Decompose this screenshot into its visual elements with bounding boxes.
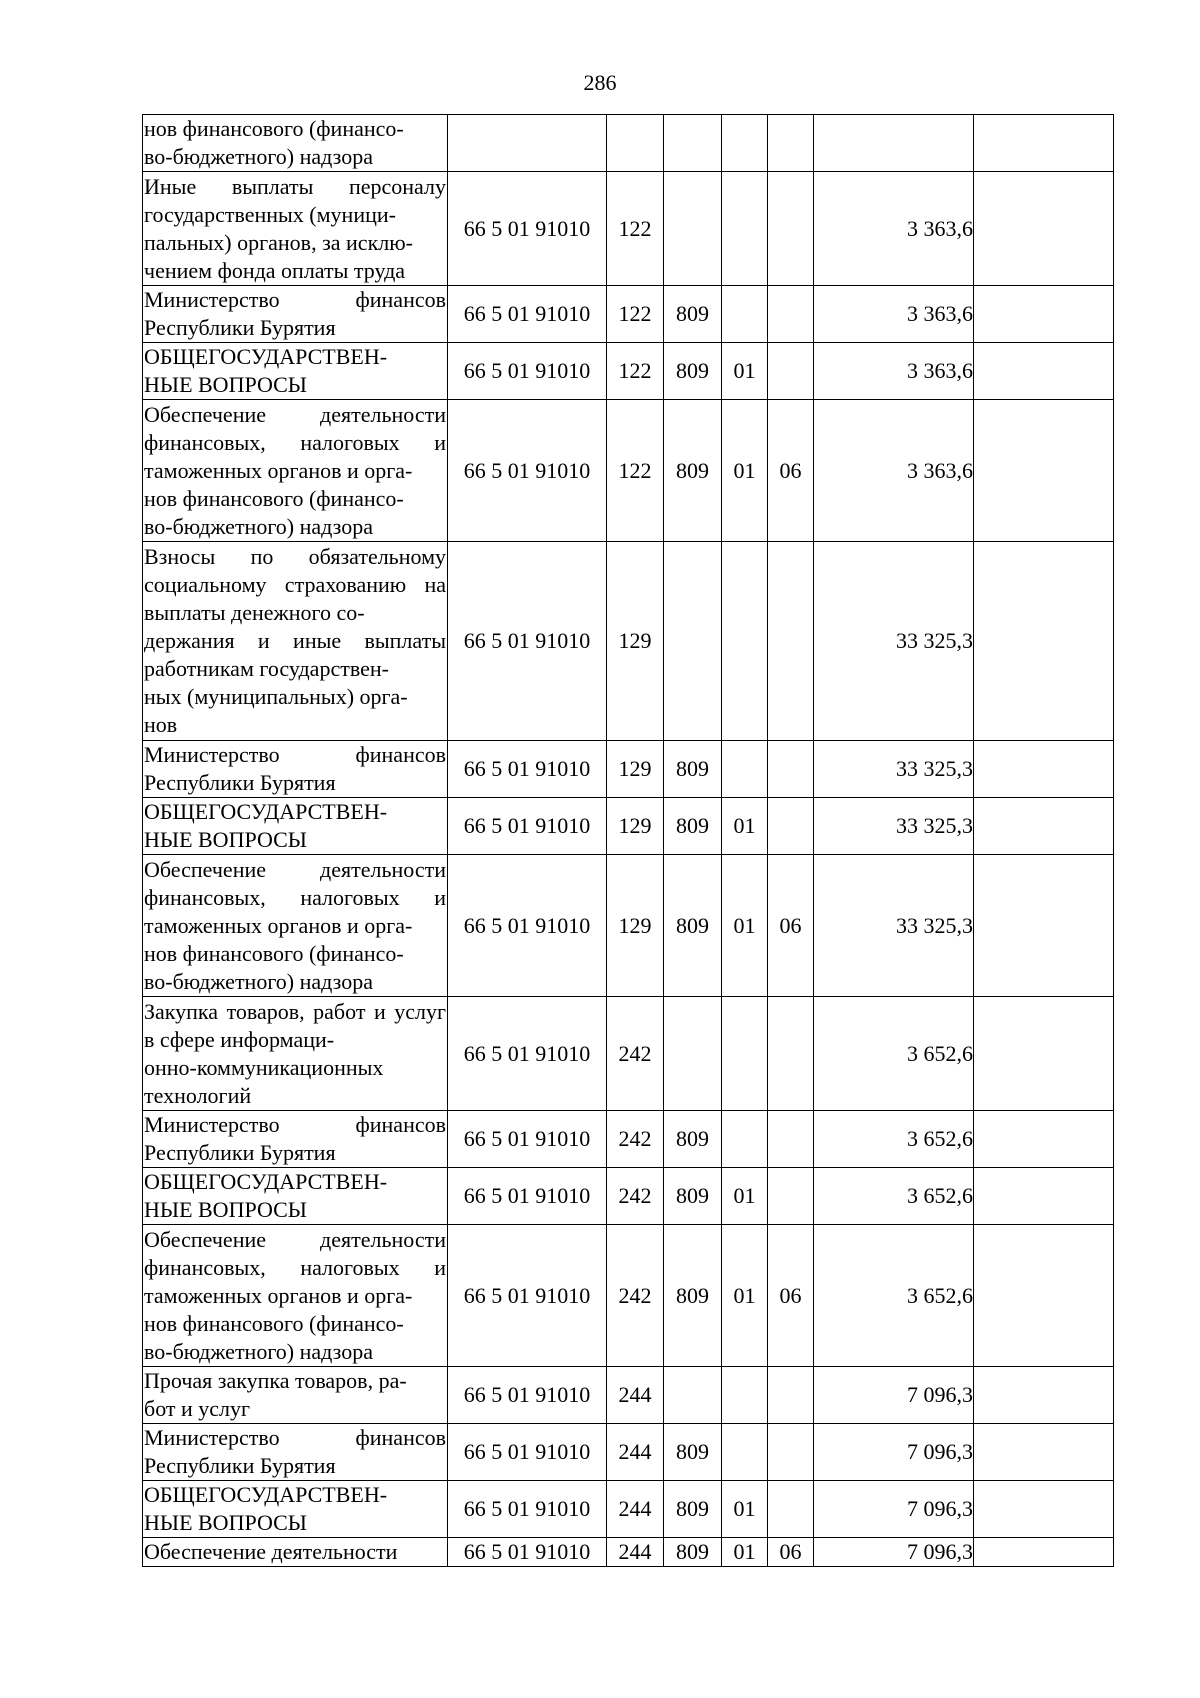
cell-extra: [974, 855, 1114, 997]
cell-administrator: 809: [664, 1538, 722, 1567]
cell-section: 01: [722, 343, 768, 400]
cell-description: [143, 1225, 448, 1367]
table-row: [143, 172, 1114, 286]
description-text: Министерство финансов Республики Бурятия: [144, 1112, 446, 1165]
cell-section: 01: [722, 798, 768, 855]
cell-target-article: 66 5 01 91010: [448, 1367, 607, 1424]
cell-extra: [974, 1367, 1114, 1424]
table-row: [143, 115, 1114, 172]
cell-administrator: 809: [664, 1481, 722, 1538]
cell-description: [143, 115, 448, 172]
budget-table: [142, 114, 1114, 1567]
table-row: [143, 1168, 1114, 1225]
cell-subsection: [768, 1367, 814, 1424]
cell-extra: [974, 542, 1114, 741]
cell-section: [722, 997, 768, 1111]
cell-target-article: 66 5 01 91010: [448, 1225, 607, 1367]
cell-section: [722, 286, 768, 343]
description-text: Обеспечение деятельности финансовых, налоговых и таможенных органов и орга- нов финансового (финансо- во-бюджетного) надзора: [144, 401, 446, 539]
table-row: [143, 997, 1114, 1111]
cell-extra: [974, 1481, 1114, 1538]
cell-section: 01: [722, 1168, 768, 1225]
cell-subsection: [768, 542, 814, 741]
cell-target-article: 66 5 01 91010: [448, 997, 607, 1111]
cell-extra: [974, 343, 1114, 400]
cell-amount: 33 325,3: [814, 542, 974, 741]
cell-subsection: [768, 997, 814, 1111]
cell-amount: 3 652,6: [814, 1111, 974, 1168]
description-text: Обеспечение деятельности финансовых, налоговых и таможенных органов и орга- нов финансового (финансо- во-бюджетного) надзора: [144, 1226, 446, 1364]
cell-administrator: [664, 997, 722, 1111]
description-text: Министерство финансов Республики Бурятия: [144, 742, 446, 795]
cell-expense-type: [607, 115, 664, 172]
cell-amount: 33 325,3: [814, 741, 974, 798]
table-row: [143, 1538, 1114, 1567]
cell-amount: 3 652,6: [814, 997, 974, 1111]
cell-target-article: [448, 115, 607, 172]
cell-target-article: 66 5 01 91010: [448, 855, 607, 997]
cell-extra: [974, 1424, 1114, 1481]
cell-section: [722, 1367, 768, 1424]
table-row: [143, 855, 1114, 997]
cell-subsection: [768, 741, 814, 798]
description-text: Иные выплаты персоналу государственных (муници- пальных) органов, за исклю- чением фонда оплаты труда: [144, 173, 446, 283]
description-text: нов финансового (финансо- во-бюджетного) надзора: [144, 116, 404, 169]
table-row: [143, 1367, 1114, 1424]
cell-expense-type: 244: [607, 1367, 664, 1424]
cell-expense-type: 244: [607, 1538, 664, 1567]
table-row: [143, 286, 1114, 343]
cell-amount: 7 096,3: [814, 1538, 974, 1567]
cell-extra: [974, 1111, 1114, 1168]
description-text: ОБЩЕГОСУДАРСТВЕН- НЫЕ ВОПРОСЫ: [144, 344, 388, 397]
cell-administrator: [664, 172, 722, 286]
cell-amount: 3 363,6: [814, 172, 974, 286]
cell-target-article: 66 5 01 91010: [448, 798, 607, 855]
cell-subsection: 06: [768, 855, 814, 997]
cell-description: [143, 741, 448, 798]
cell-extra: [974, 115, 1114, 172]
table-row: [143, 1111, 1114, 1168]
cell-expense-type: 129: [607, 855, 664, 997]
cell-extra: [974, 1168, 1114, 1225]
cell-target-article: 66 5 01 91010: [448, 1168, 607, 1225]
cell-amount: 3 363,6: [814, 400, 974, 542]
cell-description: [143, 400, 448, 542]
cell-target-article: 66 5 01 91010: [448, 172, 607, 286]
cell-administrator: 809: [664, 1111, 722, 1168]
cell-description: [143, 286, 448, 343]
cell-expense-type: 242: [607, 1111, 664, 1168]
cell-administrator: 809: [664, 855, 722, 997]
cell-target-article: 66 5 01 91010: [448, 741, 607, 798]
cell-target-article: 66 5 01 91010: [448, 286, 607, 343]
cell-expense-type: 122: [607, 343, 664, 400]
cell-section: 01: [722, 1538, 768, 1567]
cell-section: [722, 1111, 768, 1168]
cell-amount: 7 096,3: [814, 1481, 974, 1538]
table-body: [143, 115, 1114, 1567]
cell-amount: 3 652,6: [814, 1168, 974, 1225]
cell-description: [143, 855, 448, 997]
cell-expense-type: 122: [607, 172, 664, 286]
cell-description: [143, 798, 448, 855]
cell-amount: 33 325,3: [814, 855, 974, 997]
cell-subsection: 06: [768, 1538, 814, 1567]
cell-extra: [974, 997, 1114, 1111]
description-text: Обеспечение деятельности финансовых, налоговых и таможенных органов и орга- нов финансового (финансо- во-бюджетного) надзора: [144, 856, 446, 994]
cell-expense-type: 242: [607, 1168, 664, 1225]
cell-expense-type: 129: [607, 741, 664, 798]
cell-subsection: [768, 343, 814, 400]
cell-expense-type: 122: [607, 286, 664, 343]
description-text: ОБЩЕГОСУДАРСТВЕН- НЫЕ ВОПРОСЫ: [144, 799, 388, 852]
cell-description: [143, 1168, 448, 1225]
cell-subsection: [768, 172, 814, 286]
cell-amount: 33 325,3: [814, 798, 974, 855]
cell-description: [143, 542, 448, 741]
cell-target-article: 66 5 01 91010: [448, 1538, 607, 1567]
cell-amount: 7 096,3: [814, 1367, 974, 1424]
description-text: ОБЩЕГОСУДАРСТВЕН- НЫЕ ВОПРОСЫ: [144, 1482, 388, 1535]
cell-expense-type: 129: [607, 542, 664, 741]
cell-subsection: [768, 1168, 814, 1225]
cell-amount: 7 096,3: [814, 1424, 974, 1481]
cell-expense-type: 129: [607, 798, 664, 855]
cell-subsection: [768, 1424, 814, 1481]
cell-administrator: [664, 115, 722, 172]
table-row: [143, 741, 1114, 798]
table-row: [143, 1225, 1114, 1367]
cell-expense-type: 242: [607, 1225, 664, 1367]
cell-target-article: 66 5 01 91010: [448, 1111, 607, 1168]
cell-extra: [974, 286, 1114, 343]
description-text: Обеспечение деятельности: [144, 1539, 398, 1564]
cell-extra: [974, 1538, 1114, 1567]
cell-administrator: [664, 1367, 722, 1424]
description-text: Взносы по обязательному социальному страхованию на выплаты денежного со- держания и иные выплаты работникам государствен- ных (муниципальных) орга- нов: [144, 544, 446, 737]
cell-section: [722, 741, 768, 798]
cell-section: 01: [722, 1481, 768, 1538]
cell-expense-type: 244: [607, 1424, 664, 1481]
cell-amount: 3 363,6: [814, 343, 974, 400]
cell-subsection: [768, 286, 814, 343]
cell-amount: 3 652,6: [814, 1225, 974, 1367]
cell-section: [722, 542, 768, 741]
cell-expense-type: 242: [607, 997, 664, 1111]
cell-description: [143, 1367, 448, 1424]
cell-administrator: 809: [664, 741, 722, 798]
cell-administrator: 809: [664, 1168, 722, 1225]
cell-subsection: [768, 798, 814, 855]
cell-target-article: 66 5 01 91010: [448, 1424, 607, 1481]
cell-administrator: 809: [664, 1225, 722, 1367]
cell-administrator: 809: [664, 286, 722, 343]
table-row: [143, 343, 1114, 400]
cell-subsection: [768, 1481, 814, 1538]
cell-description: [143, 1538, 448, 1567]
cell-administrator: 809: [664, 1424, 722, 1481]
cell-administrator: 809: [664, 343, 722, 400]
cell-target-article: 66 5 01 91010: [448, 1481, 607, 1538]
cell-extra: [974, 798, 1114, 855]
cell-subsection: 06: [768, 400, 814, 542]
description-text: Министерство финансов Республики Бурятия: [144, 1425, 446, 1478]
cell-target-article: 66 5 01 91010: [448, 400, 607, 542]
cell-description: [143, 1111, 448, 1168]
cell-expense-type: 244: [607, 1481, 664, 1538]
cell-extra: [974, 1225, 1114, 1367]
cell-extra: [974, 741, 1114, 798]
table-row: [143, 400, 1114, 542]
cell-description: [143, 997, 448, 1111]
cell-section: 01: [722, 1225, 768, 1367]
table-row: [143, 542, 1114, 741]
cell-section: [722, 172, 768, 286]
cell-expense-type: 122: [607, 400, 664, 542]
table-row: [143, 1424, 1114, 1481]
cell-subsection: 06: [768, 1225, 814, 1367]
cell-description: [143, 1481, 448, 1538]
cell-target-article: 66 5 01 91010: [448, 343, 607, 400]
description-text: ОБЩЕГОСУДАРСТВЕН- НЫЕ ВОПРОСЫ: [144, 1169, 388, 1222]
cell-target-article: 66 5 01 91010: [448, 542, 607, 741]
cell-description: [143, 172, 448, 286]
description-text: Прочая закупка товаров, ра- бот и услуг: [144, 1368, 407, 1421]
cell-section: 01: [722, 400, 768, 542]
cell-amount: [814, 115, 974, 172]
cell-administrator: [664, 542, 722, 741]
table-row: [143, 1481, 1114, 1538]
description-text: Министерство финансов Республики Бурятия: [144, 287, 446, 340]
cell-section: [722, 1424, 768, 1481]
cell-subsection: [768, 1111, 814, 1168]
cell-administrator: 809: [664, 400, 722, 542]
table-row: [143, 798, 1114, 855]
cell-extra: [974, 400, 1114, 542]
cell-subsection: [768, 115, 814, 172]
description-text: Закупка товаров, работ и услуг в сфере информаци- онно-коммуникационных технологий: [144, 998, 446, 1108]
cell-extra: [974, 172, 1114, 286]
cell-section: [722, 115, 768, 172]
cell-section: 01: [722, 855, 768, 997]
cell-description: [143, 1424, 448, 1481]
cell-administrator: 809: [664, 798, 722, 855]
page-number: 286: [583, 70, 617, 95]
cell-description: [143, 343, 448, 400]
cell-amount: 3 363,6: [814, 286, 974, 343]
